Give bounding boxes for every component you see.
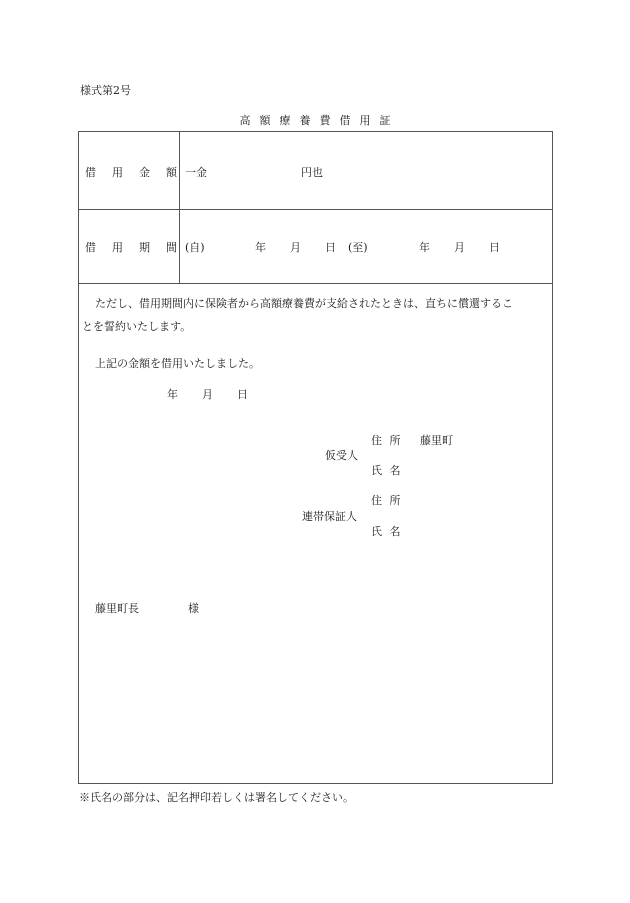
amount-suffix: 円也 xyxy=(301,166,323,179)
borrower-name-label: 氏 名 xyxy=(371,464,401,477)
sign-date-year: 年 xyxy=(167,388,178,401)
amount-label-char: 額 xyxy=(166,166,177,179)
borrower-address-label: 住 所 xyxy=(371,434,401,447)
period-from-month: 月 xyxy=(290,241,301,254)
period-label xyxy=(85,239,177,255)
addressee-name: 藤里町長 xyxy=(95,602,139,615)
guarantor-role: 連帯保証人 xyxy=(302,510,357,523)
row-divider-2 xyxy=(79,283,552,284)
borrower-address-value: 藤里町 xyxy=(420,434,453,447)
period-from-marker: (自) xyxy=(185,241,205,254)
period-to-year: 年 xyxy=(419,241,430,254)
period-to-marker: (至) xyxy=(348,241,368,254)
period-to-day: 日 xyxy=(489,241,500,254)
form-number: 様式第2号 xyxy=(80,84,131,97)
amount-label-char: 用 xyxy=(112,166,123,179)
amount-label-char: 借 xyxy=(85,166,96,179)
period-from-year: 年 xyxy=(255,241,266,254)
period-label-char: 期 xyxy=(139,241,150,254)
sign-date-month: 月 xyxy=(202,388,213,401)
guarantor-address-label: 住 所 xyxy=(371,494,401,507)
pledge-line-2: とを誓約いたします。 xyxy=(82,320,192,333)
addressee-honorific: 様 xyxy=(188,602,199,615)
row-divider-1 xyxy=(79,209,552,210)
period-label-char: 間 xyxy=(166,241,177,254)
period-label-char: 借 xyxy=(85,241,96,254)
footnote: ※氏名の部分は、記名押印若しくは署名してください。 xyxy=(79,791,354,804)
guarantor-name-label: 氏 名 xyxy=(371,525,401,538)
document-title: 高額療養費借用証 xyxy=(239,114,400,127)
period-from-day: 日 xyxy=(325,241,336,254)
borrowed-statement: 上記の金額を借用いたしました。 xyxy=(95,357,260,370)
amount-label xyxy=(85,164,177,180)
borrower-role: 仮受人 xyxy=(325,449,358,462)
form-frame xyxy=(78,131,553,784)
sign-date-day: 日 xyxy=(237,388,248,401)
period-to-month: 月 xyxy=(454,241,465,254)
amount-prefix: 一金 xyxy=(185,166,207,179)
label-column-divider xyxy=(179,132,180,283)
amount-label-char: 金 xyxy=(139,166,150,179)
pledge-line-1: ただし、借用期間内に保険者から高額療養費が支給されたときは、直ちに償還するこ xyxy=(95,297,513,310)
period-label-char: 用 xyxy=(112,241,123,254)
